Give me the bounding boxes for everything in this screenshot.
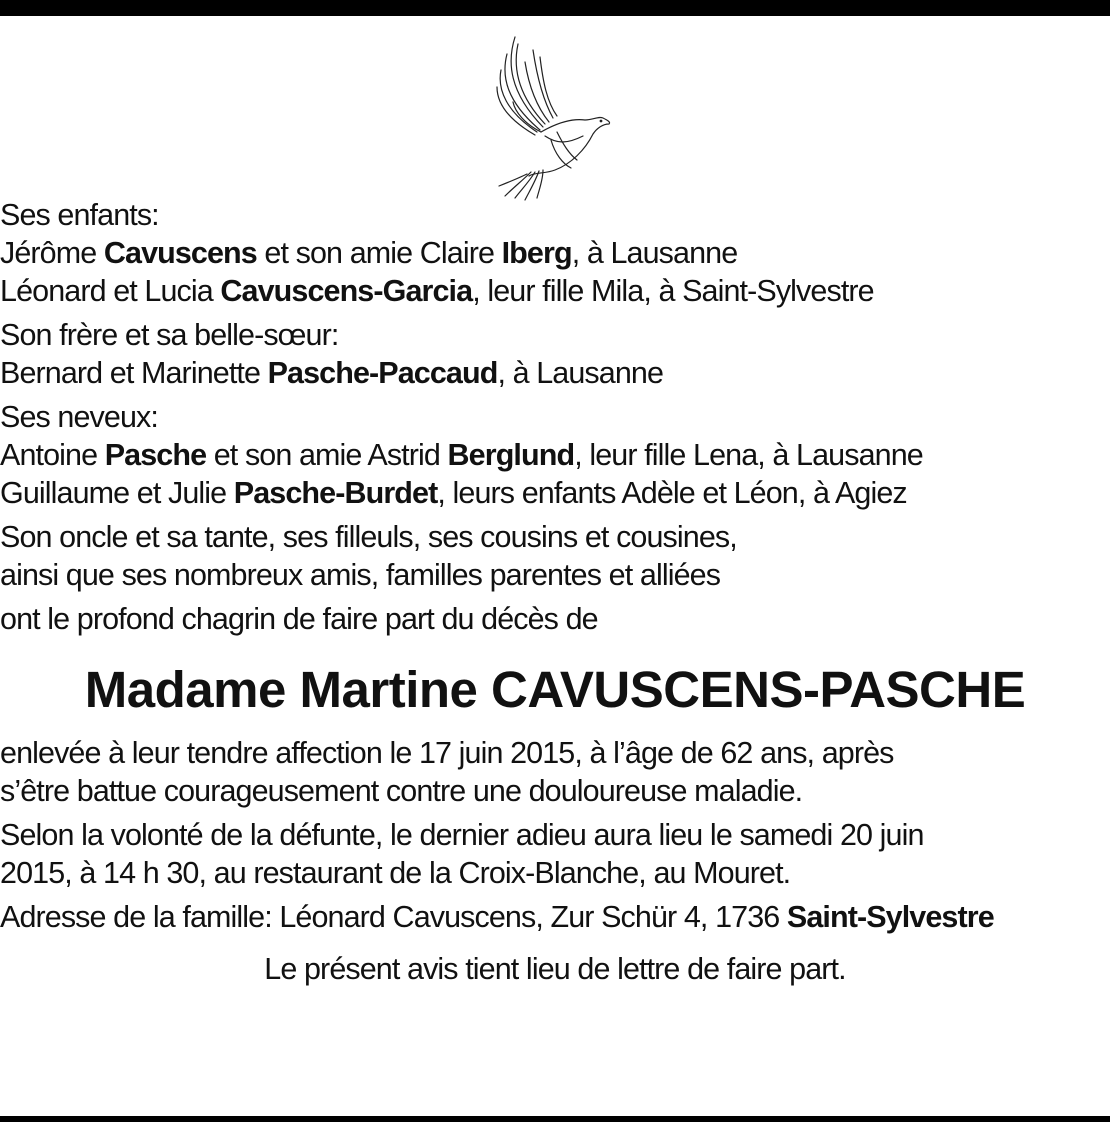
- nephew-line-2: Guillaume et Julie Pasche-Burdet, leurs enfants Adèle et Léon, à Agiez: [0, 476, 907, 510]
- death-line-1: enlevée à leur tendre affection le 17 juin 2015, à l’âge de 62 ans, après: [0, 736, 894, 770]
- nephews-block: [0, 398, 1110, 512]
- brother-heading: Son frère et sa belle-sœur:: [0, 318, 339, 352]
- address-line: Adresse de la famille: Léonard Cavuscens, Zur Schür 4, 1736 Saint-Sylvestre: [0, 900, 994, 934]
- death-line-2: s’être battue courageusement contre une douloureuse maladie.: [0, 774, 803, 808]
- announce-block: [0, 600, 1110, 638]
- child-line-1: Jérôme Cavuscens et son amie Claire Iberg, à Lausanne: [0, 236, 738, 270]
- obituary-text: [0, 196, 1110, 988]
- funeral-line-1: Selon la volonté de la défunte, le dernier adieu aura lieu le samedi 20 juin: [0, 818, 924, 852]
- child-line-2: Léonard et Lucia Cavuscens-Garcia, leur fille Mila, à Saint-Sylvestre: [0, 274, 874, 308]
- announce-line: ont le profond chagrin de faire part du décès de: [0, 602, 598, 636]
- closing-line: Le présent avis tient lieu de lettre de faire part.: [264, 952, 846, 986]
- death-block: [0, 734, 1110, 810]
- brother-line: Bernard et Marinette Pasche-Paccaud, à Lausanne: [0, 356, 664, 390]
- others-line-1: Son oncle et sa tante, ses filleuls, ses cousins et cousines,: [0, 520, 737, 554]
- others-line-2: ainsi que ses nombreux amis, familles parentes et alliées: [0, 558, 721, 592]
- bottom-rule: [0, 1116, 1110, 1122]
- children-heading: Ses enfants:: [0, 198, 159, 232]
- nephew-line-1: Antoine Pasche et son amie Astrid Berglund, leur fille Lena, à Lausanne: [0, 438, 923, 472]
- others-block: [0, 518, 1110, 594]
- children-block: [0, 196, 1110, 310]
- address-block: [0, 898, 1110, 936]
- deceased-name: Madame Martine CAVUSCENS-PASCHE: [84, 661, 1026, 718]
- top-rule: [0, 0, 1110, 16]
- funeral-line-2: 2015, à 14 h 30, au restaurant de la Croix-Blanche, au Mouret.: [0, 856, 791, 890]
- funeral-block: [0, 816, 1110, 892]
- nephews-heading: Ses neveux:: [0, 400, 158, 434]
- brother-block: [0, 316, 1110, 392]
- dove-icon: [485, 32, 620, 202]
